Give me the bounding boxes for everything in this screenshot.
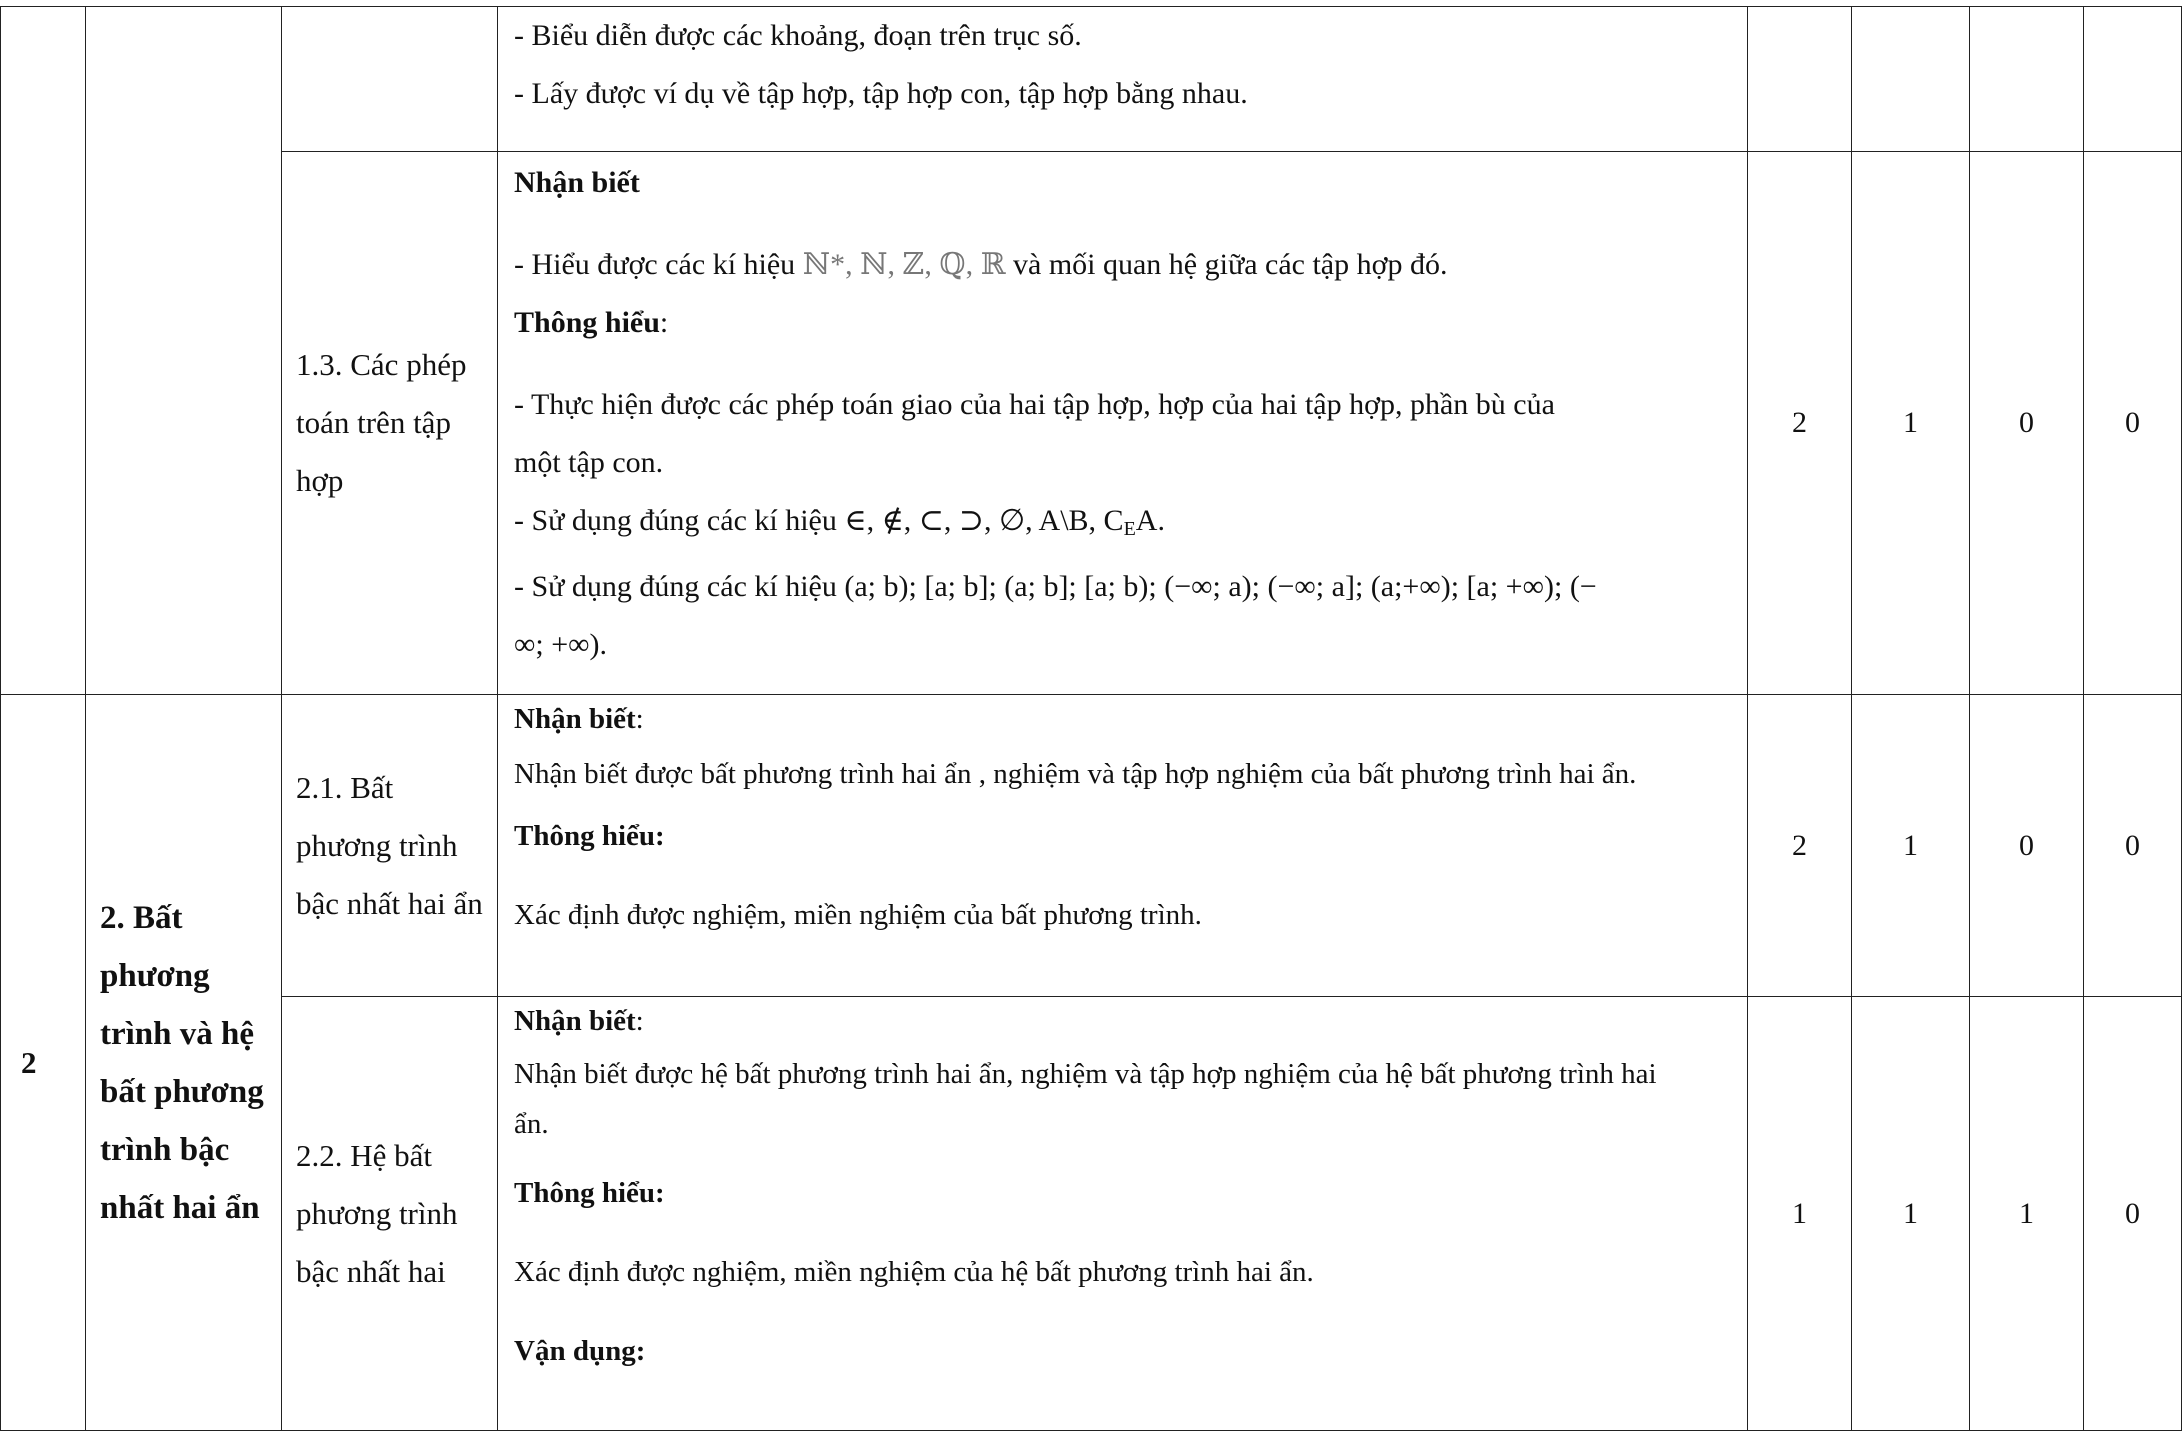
count-cell: 1 <box>1852 152 1970 695</box>
count-cell: 0 <box>2084 997 2182 1431</box>
description-line: - Thực hiện được các phép toán giao của hai tập hợp, hợp của hai tập hợp, phần bù của <box>514 388 1555 421</box>
count-cell: 0 <box>1970 152 2084 695</box>
table-row <box>1 997 2182 1431</box>
count-cell <box>2084 7 2182 152</box>
description-line: Xác định được nghiệm, miền nghiệm của hệ bất phương trình hai ẩn. <box>514 1256 1314 1288</box>
description-line: Xác định được nghiệm, miền nghiệm của bất phương trình. <box>514 899 1202 931</box>
label-thong-hieu: Thông hiểu: <box>514 306 669 339</box>
description-line: - Hiểu được các kí hiệu ℕ*, ℕ, ℤ, ℚ, ℝ và mối quan hệ giữa các tập hợp đó. <box>514 248 1448 281</box>
description-line: - Lấy được ví dụ về tập hợp, tập hợp con, tập hợp bằng nhau. <box>514 77 1248 110</box>
table-row <box>1 7 2182 152</box>
count-cell: 1 <box>1970 997 2084 1431</box>
count-cell: 0 <box>2084 695 2182 997</box>
count-cell: 2 <box>1748 695 1852 997</box>
description-line: - Biểu diễn được các khoảng, đoạn trên trục số. <box>514 19 1082 52</box>
count-cell <box>1852 7 1970 152</box>
description-line: - Sử dụng đúng các kí hiệu ∈, ∉, ⊂, ⊃, ∅, A\B, $C_EA$. <box>514 504 1165 540</box>
topic-cell: 2. Bất phương trình và hệ bất phương trình bậc nhất hai ẩn <box>86 695 282 1431</box>
label-thong-hieu: Thông hiểu: <box>514 1177 665 1209</box>
count-cell: 0 <box>2084 152 2182 695</box>
index-cell <box>1 7 86 695</box>
count-cell: 1 <box>1852 695 1970 997</box>
count-cell: 1 <box>1852 997 1970 1431</box>
description-line: - Sử dụng đúng các kí hiệu (a; b); [a; b]; (a; b]; [a; b); (−∞; a); (−∞; a]; (a;+∞); [a; +∞); (− <box>514 570 1597 603</box>
table-row <box>1 695 2182 997</box>
unit-cell: 2.2. Hệ bất phương trình bậc nhất hai <box>282 997 498 1431</box>
description-line: ẩn. <box>514 1108 549 1140</box>
description-cell <box>498 7 1748 152</box>
label-thong-hieu: Thông hiểu: <box>514 820 665 852</box>
unit-cell: 1.3. Các phép toán trên tập hợp <box>282 152 498 695</box>
count-cell <box>1970 7 2084 152</box>
description-line: Nhận biết được hệ bất phương trình hai ẩn, nghiệm và tập hợp nghiệm của hệ bất phương trình hai <box>514 1058 1657 1090</box>
count-cell: 0 <box>1970 695 2084 997</box>
unit-cell: 2.1. Bất phương trình bậc nhất hai ẩn <box>282 695 498 997</box>
count-cell: 2 <box>1748 152 1852 695</box>
description-cell <box>498 997 1748 1431</box>
description-line: ∞; +∞). <box>514 628 608 661</box>
index-cell: 2 <box>1 695 86 1431</box>
table-row <box>1 152 2182 695</box>
description-cell <box>498 152 1748 695</box>
description-line: một tập con. <box>514 446 664 479</box>
topic-cell <box>86 7 282 695</box>
label-van-dung: Vận dụng: <box>514 1335 646 1367</box>
label-nhan-biet: Nhận biết: <box>514 1005 644 1037</box>
count-cell <box>1748 7 1852 152</box>
unit-cell <box>282 7 498 152</box>
label-nhan-biet: Nhận biết: <box>514 703 644 735</box>
description-line: Nhận biết được bất phương trình hai ẩn , nghiệm và tập hợp nghiệm của bất phương trình hai ẩn. <box>514 758 1637 790</box>
description-cell <box>498 695 1748 997</box>
number-set-symbols: ℕ*, ℕ, ℤ, ℚ, ℝ <box>802 248 1006 281</box>
label-nhan-biet: Nhận biết <box>514 166 640 199</box>
count-cell: 1 <box>1748 997 1852 1431</box>
content-table <box>0 6 2182 1431</box>
